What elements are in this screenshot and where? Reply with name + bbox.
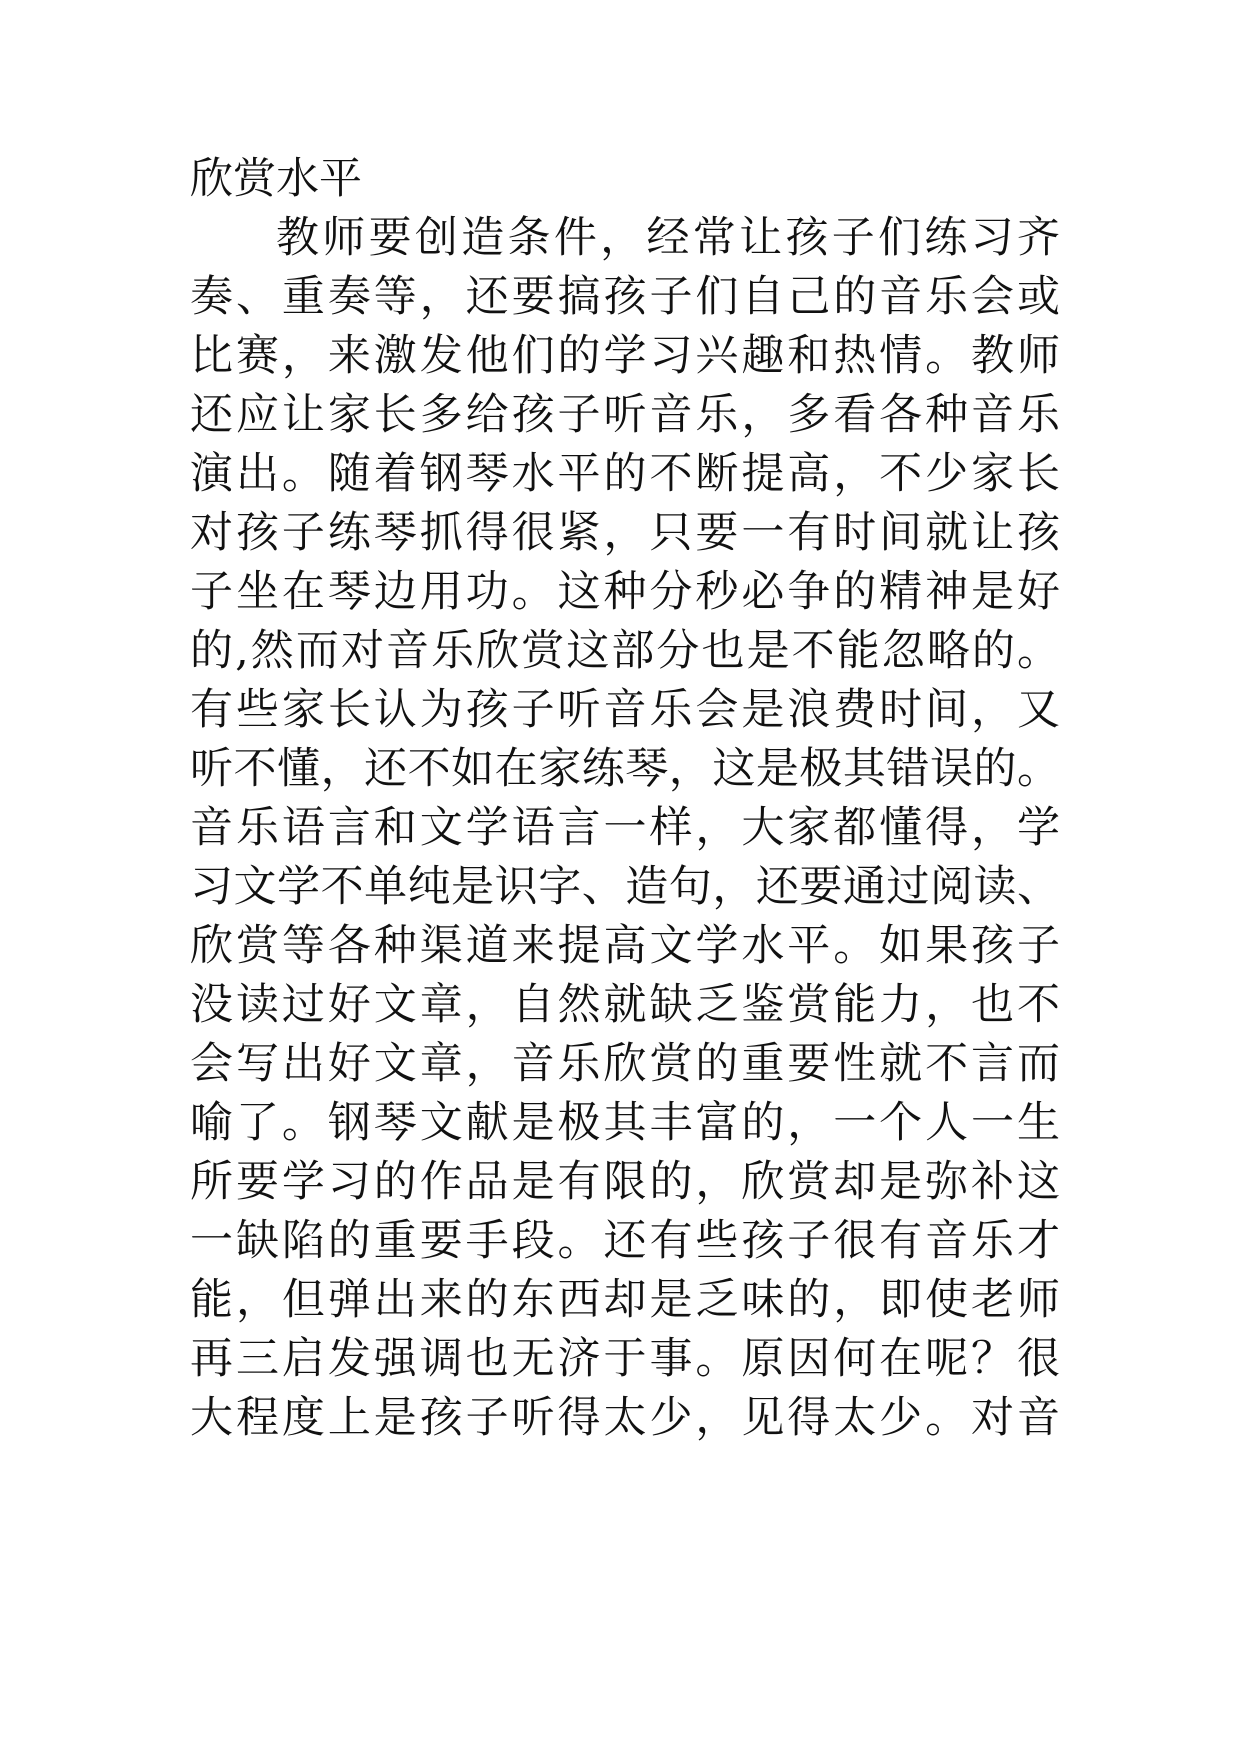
paragraph-line: 习文学不单纯是识字、造句，还要通过阅读、 xyxy=(190,862,1060,912)
paragraph-line: 奏、重奏等，还要搞孩子们自己的音乐会或 xyxy=(190,272,1060,322)
paragraph-line: 音乐语言和文学语言一样，大家都懂得，学 xyxy=(190,803,1060,853)
paragraph-line: 一缺陷的重要手段。还有些孩子很有音乐才 xyxy=(190,1216,1060,1266)
paragraph-line: 对孩子练琴抓得很紧，只要一有时间就让孩 xyxy=(190,508,1060,558)
paragraph-line: 比赛，来激发他们的学习兴趣和热情。教师 xyxy=(190,331,1060,381)
heading-fragment: 欣赏水平 xyxy=(190,154,362,204)
paragraph-line: 没读过好文章，自然就缺乏鉴赏能力，也不 xyxy=(190,980,1060,1030)
paragraph-line: 子坐在琴边用功。这种分秒必争的精神是好 xyxy=(190,567,1060,617)
paragraph-line: 教师要创造条件，经常让孩子们练习齐 xyxy=(276,213,1060,263)
paragraph-line: 会写出好文章，音乐欣赏的重要性就不言而 xyxy=(190,1039,1060,1089)
paragraph-line: 的,然而对音乐欣赏这部分也是不能忽略的。 xyxy=(190,626,1060,676)
paragraph-line: 喻了。钢琴文献是极其丰富的，一个人一生 xyxy=(190,1098,1060,1148)
paragraph-line: 还应让家长多给孩子听音乐，多看各种音乐 xyxy=(190,390,1060,440)
paragraph-line: 所要学习的作品是有限的，欣赏却是弥补这 xyxy=(190,1157,1060,1207)
paragraph-line: 大程度上是孩子听得太少，见得太少。对音 xyxy=(190,1393,1060,1443)
paragraph-line: 欣赏等各种渠道来提高文学水平。如果孩子 xyxy=(190,921,1060,971)
paragraph-line: 听不懂，还不如在家练琴，这是极其错误的。 xyxy=(190,744,1060,794)
paragraph-line: 能，但弹出来的东西却是乏味的，即使老师 xyxy=(190,1275,1060,1325)
paragraph-line: 有些家长认为孩子听音乐会是浪费时间，又 xyxy=(190,685,1060,735)
paragraph-line: 演出。随着钢琴水平的不断提高，不少家长 xyxy=(190,449,1060,499)
body-text xyxy=(190,150,1060,1448)
paragraph-line: 再三启发强调也无济于事。原因何在呢？很 xyxy=(190,1334,1060,1384)
